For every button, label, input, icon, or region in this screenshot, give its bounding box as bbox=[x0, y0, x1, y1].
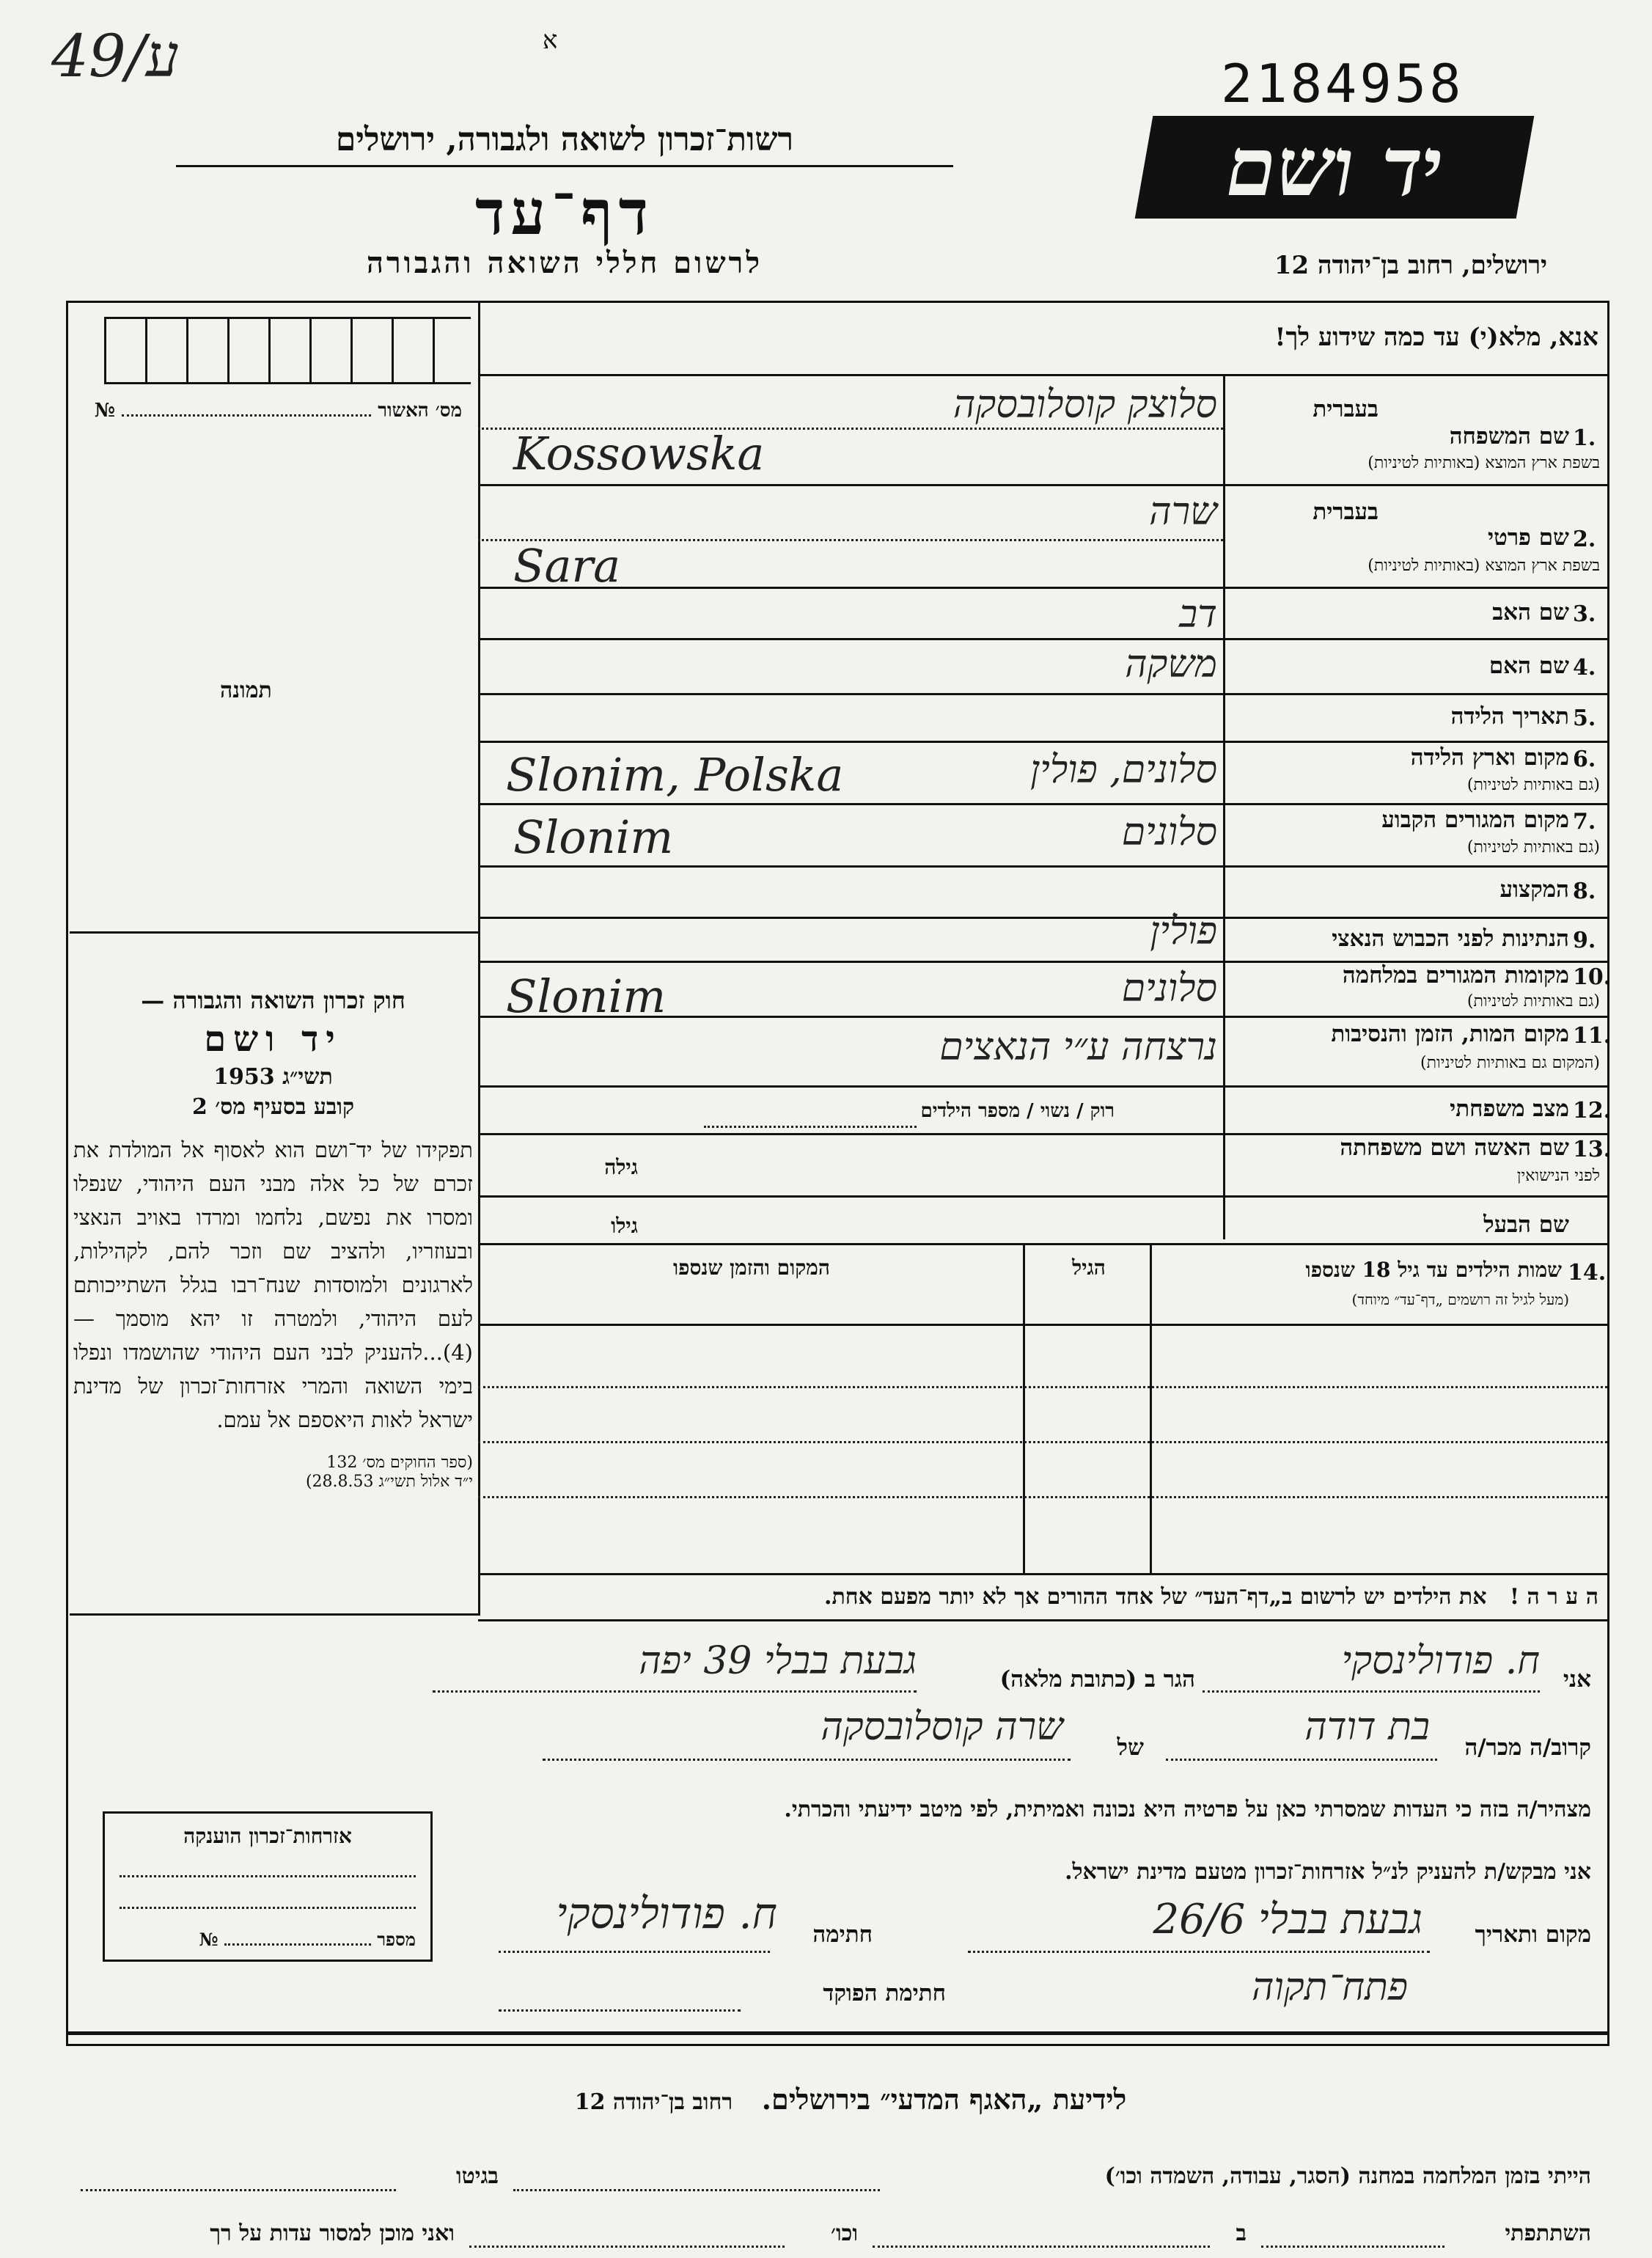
children-sub: (מעל לגיל זה רושמים „דף־עד״ מיוחד) bbox=[1351, 1291, 1569, 1308]
field3-number: 3. bbox=[1573, 601, 1596, 627]
footer-line2-etc: וכו׳ bbox=[831, 2221, 858, 2246]
form-title: דף־עד bbox=[474, 176, 654, 249]
field13-label: שם האשה ושם משפחתה bbox=[1340, 1135, 1569, 1161]
field3-value: דב bbox=[1179, 593, 1217, 637]
officer-label: חתימת הפוקד bbox=[823, 1980, 946, 2006]
file-number-row bbox=[88, 400, 462, 422]
field13-number: 13. bbox=[1573, 1137, 1612, 1162]
footer-title-row bbox=[411, 2083, 1291, 2116]
citizenship-number-row bbox=[120, 1929, 416, 1951]
field6-label: מקום וארץ הלידה bbox=[1410, 744, 1569, 771]
citizenship-number-label: מספר bbox=[377, 1929, 416, 1950]
field10-number: 10. bbox=[1573, 964, 1612, 990]
row5-bottom bbox=[478, 741, 1607, 743]
field8-label: המקצוע bbox=[1499, 876, 1569, 903]
field9-number: 9. bbox=[1573, 928, 1596, 953]
field7-number: 7. bbox=[1573, 809, 1596, 835]
resides-label: הגר ב (כתובת מלאה) bbox=[999, 1666, 1195, 1693]
children-label: שמות הילדים עד גיל 18 שנספו bbox=[1305, 1258, 1562, 1282]
field9-value: פולין bbox=[1150, 909, 1217, 953]
husband-label: שם הבעל bbox=[1483, 1212, 1569, 1238]
law-date: י״ד אלול תשי״ג 28.8.53) bbox=[305, 1473, 473, 1491]
footer-line2-start: השתתפתי bbox=[1505, 2221, 1591, 2246]
footer-line1-dots-2 bbox=[81, 2189, 396, 2191]
field12-number: 12. bbox=[1573, 1098, 1612, 1123]
header-address: ירושלים, רחוב בן־יהודה 12 bbox=[1274, 251, 1547, 280]
field10-value-hebrew: סלונים bbox=[1121, 967, 1217, 1011]
row6-bottom bbox=[478, 803, 1607, 805]
field4-number: 4. bbox=[1573, 655, 1596, 681]
row11-bottom bbox=[478, 1085, 1607, 1088]
signature-line bbox=[499, 1951, 770, 1953]
footer-title: לידיעת „האגף המדעי״ בירושלים. bbox=[761, 2083, 1127, 2116]
field10-label: מקומות המגורים במלחמה bbox=[1342, 962, 1569, 989]
field9-label: הנתינות לפני הכבוש הנאצי bbox=[1332, 925, 1569, 952]
field3-label: שם האב bbox=[1492, 599, 1569, 626]
row1-bottom bbox=[478, 484, 1607, 486]
relative-label: קרוב/ה מכר/ה bbox=[1464, 1734, 1591, 1761]
relative-name: שרה קוסלובסקה bbox=[821, 1705, 1063, 1749]
field1-label: שם המשפחה bbox=[1449, 423, 1569, 450]
field2-value-latin: Sara bbox=[513, 539, 621, 593]
yad-vashem-logo: יד ושם bbox=[1135, 116, 1535, 219]
children-number: 14. bbox=[1568, 1260, 1607, 1286]
declaration-text: מצהיר/ה בזה כי העדות שמסרתי כאן על פרטיה היא נכונה ואמיתית, לפי מיטב ידיעתי והכרתי. bbox=[784, 1797, 1591, 1822]
field6-value-hebrew: סלונים, פולין bbox=[1029, 748, 1217, 792]
wife-age-label: גילה bbox=[604, 1155, 638, 1179]
field8-number: 8. bbox=[1573, 879, 1596, 904]
children-bottom bbox=[478, 1573, 1607, 1575]
field7-value-latin: Slonim bbox=[513, 810, 674, 864]
note-bottom bbox=[478, 1619, 1607, 1621]
citizenship-box bbox=[103, 1811, 433, 1962]
field1-number: 1. bbox=[1573, 425, 1596, 451]
citizenship-title: אזרחות־זכרון הוענקה bbox=[183, 1824, 352, 1848]
field13-sub: לפני הנישואין bbox=[1516, 1167, 1600, 1185]
children-col-age: הגיל bbox=[1072, 1256, 1106, 1280]
children-divider-1 bbox=[1150, 1243, 1152, 1573]
field7-sub: (גם באותיות לטיניות) bbox=[1466, 838, 1600, 857]
children-header-bottom bbox=[478, 1324, 1607, 1326]
row4-bottom bbox=[478, 693, 1607, 695]
husband-age-label: גילו bbox=[611, 1214, 638, 1238]
sign-label: חתימה bbox=[812, 1921, 873, 1948]
field7-value-hebrew: סלונים bbox=[1121, 810, 1217, 854]
row13-bottom bbox=[478, 1195, 1607, 1198]
field11-number: 11. bbox=[1573, 1023, 1612, 1049]
row2-bottom bbox=[478, 587, 1607, 589]
law-box-bottom bbox=[70, 1613, 480, 1616]
corner-handwritten-mark: 49/ע bbox=[51, 22, 180, 90]
declarant-address-line bbox=[433, 1690, 917, 1693]
field1-value-latin: Kossowska bbox=[513, 427, 765, 480]
field2-hebrew-label: בעברית bbox=[1313, 499, 1378, 525]
children-divider-2 bbox=[1023, 1243, 1025, 1573]
children-row-1 bbox=[478, 1386, 1607, 1388]
authority-name: רשות־זכרון לשואה ולגבורה, ירושלים bbox=[335, 121, 794, 158]
children-row-3 bbox=[478, 1496, 1607, 1498]
place-date-label: מקום ותאריך bbox=[1475, 1921, 1591, 1948]
of-label: של bbox=[1117, 1734, 1144, 1761]
law-clause: קובע בסעיף מס׳ 2 bbox=[191, 1094, 355, 1120]
relation-line bbox=[1166, 1759, 1437, 1761]
law-year: תשי״ג 1953 bbox=[213, 1064, 333, 1090]
field12-value: רוק / נשוי / מספר הילדים bbox=[920, 1100, 1115, 1122]
row3-bottom bbox=[478, 638, 1607, 640]
field10-value-latin: Slonim bbox=[506, 969, 667, 1023]
row-husband-bottom bbox=[478, 1243, 1607, 1245]
photo-label: תמונה bbox=[220, 678, 272, 703]
place-date-line bbox=[968, 1951, 1430, 1953]
instruction-rule bbox=[478, 374, 1607, 376]
field10-sub: (גם באותיות לטיניות) bbox=[1466, 992, 1600, 1011]
law-name: יד ושם bbox=[204, 1019, 342, 1060]
field2-number: 2. bbox=[1573, 527, 1596, 552]
signature-value: ח. פודולינסקי bbox=[556, 1888, 777, 1938]
form-number: 2184958 bbox=[1221, 53, 1464, 114]
field6-sub: (גם באותיות לטיניות) bbox=[1466, 776, 1600, 794]
officer-line bbox=[499, 2009, 741, 2012]
form-subtitle: לרשום חללי השואה והגבורה bbox=[366, 246, 763, 280]
field11-sub: (המקום גם באותיות לטיניות) bbox=[1420, 1054, 1600, 1072]
field-label-divider bbox=[1223, 374, 1225, 1239]
i-label: אני bbox=[1563, 1666, 1591, 1693]
field2-sub: בשפת ארץ המוצא (באותיות לטיניות) bbox=[1368, 557, 1600, 575]
photo-box-bottom bbox=[70, 931, 479, 934]
note-row bbox=[484, 1584, 1598, 1610]
field1-sub: בשפת ארץ המוצא (באותיות לטיניות) bbox=[1368, 454, 1600, 472]
declarant-name-line bbox=[1203, 1690, 1540, 1693]
footer-line1-dots bbox=[513, 2189, 880, 2191]
law-title: חוק זכרון השואה והגבורה — bbox=[141, 986, 405, 1014]
file-number-no: № bbox=[94, 400, 116, 422]
law-source: (ספר החוקים מס׳ 132 bbox=[326, 1454, 473, 1472]
field11-label: מקום המות, הזמן והנסיבות bbox=[1331, 1021, 1569, 1047]
field2-label: שם פרטי bbox=[1487, 524, 1569, 551]
field7-label: מקום המגורים הקבוע bbox=[1381, 807, 1569, 833]
file-number-label: מס׳ האשור bbox=[378, 400, 462, 422]
field5-number: 5. bbox=[1573, 705, 1596, 731]
declarant-name: ח. פודולינסקי bbox=[1341, 1639, 1540, 1683]
footer-line2-dots-3 bbox=[469, 2246, 785, 2248]
footer-line2-dots-2 bbox=[873, 2246, 1210, 2248]
footer-line2-mid: ב bbox=[1236, 2221, 1247, 2246]
request-text: אני מבקש/ת להעניק לנ״ל אזרחות־זכרון מטעם מדינת ישראל. bbox=[1065, 1859, 1591, 1885]
citizenship-number-no: № bbox=[199, 1929, 219, 1950]
note-title: ה ע ר ה ! bbox=[1509, 1584, 1598, 1610]
children-col-place: המקום והזמן שנספו bbox=[673, 1256, 830, 1280]
field6-value-latin: Slonim, Polska bbox=[506, 748, 844, 802]
place-date-value-2: פתח־תקוה bbox=[1252, 1965, 1408, 2009]
footer-rule bbox=[66, 2031, 1609, 2035]
note-text: את הילדים יש לרשום ב„דף־העד״ של אחד ההורים אך לא יותר מפעם אחת. bbox=[824, 1584, 1487, 1610]
footer-line2-end: ואני מוכן למסור עדות על רך bbox=[210, 2221, 455, 2246]
field11-value: נרצחה ע״י הנאצים bbox=[939, 1025, 1217, 1069]
field2-value-hebrew: שרה bbox=[1149, 490, 1217, 534]
field12-dots bbox=[704, 1126, 917, 1128]
left-column-divider bbox=[478, 301, 480, 1613]
header-rule bbox=[176, 165, 953, 167]
declarant-address: גבעת בבלי 39 יפה bbox=[639, 1639, 917, 1683]
barcode-boxes bbox=[104, 317, 471, 384]
field4-value: משקה bbox=[1125, 642, 1217, 686]
relation-value: בת דודה bbox=[1304, 1705, 1430, 1749]
field1-value-hebrew: סלוצק קוסלובסקה bbox=[952, 383, 1217, 427]
field1-hebrew-label: בעברית bbox=[1313, 396, 1378, 422]
law-panel bbox=[73, 986, 473, 1491]
footer-line2-dots bbox=[1261, 2246, 1444, 2248]
field4-label: שם האם bbox=[1488, 653, 1569, 679]
field5-label: תאריך הלידה bbox=[1450, 703, 1569, 730]
instruction-text: אנא, מלא(י) עד כמה שידוע לך! bbox=[1274, 323, 1598, 352]
children-row-2 bbox=[478, 1441, 1607, 1443]
relative-name-line bbox=[543, 1759, 1071, 1761]
top-mark: א bbox=[543, 26, 558, 55]
field12-label: מצב משפחתי bbox=[1450, 1096, 1569, 1122]
place-date-value: גבעת בבלי 26/6 bbox=[1153, 1896, 1422, 1943]
footer-line1: הייתי בזמן המלחמה במחנה (הסגר, עבודה, השמדה וכו׳) bbox=[1104, 2163, 1591, 2189]
row7-bottom bbox=[478, 865, 1607, 868]
field6-number: 6. bbox=[1573, 747, 1596, 772]
footer-address: רחוב בן־יהודה 12 bbox=[574, 2089, 733, 2115]
footer-line1-end: בגיטו bbox=[455, 2163, 499, 2189]
law-text: תפקידו של יד־ושם הוא לאסוף אל המולדת את זכרם של כל אלה מבני העם היהודי, שנפלו ומסרו את נפשם, נלחמו ומרדו באויב הנאצי ובעוזריו, ולהציב שם וזכר להם, לקהילות, לארגונים ולמוסדות שנח־רבו בגלל השתייכותם לעם היהודי, ולמטרה זו יהא מוסמך — (4)...להעניק לבני העם היהודי שהושמדו ונפלו בימי השואה והמרי אזרחות־זכרון של מדינת ישראל לאות היאספם אל עמם. bbox=[73, 1137, 473, 1432]
